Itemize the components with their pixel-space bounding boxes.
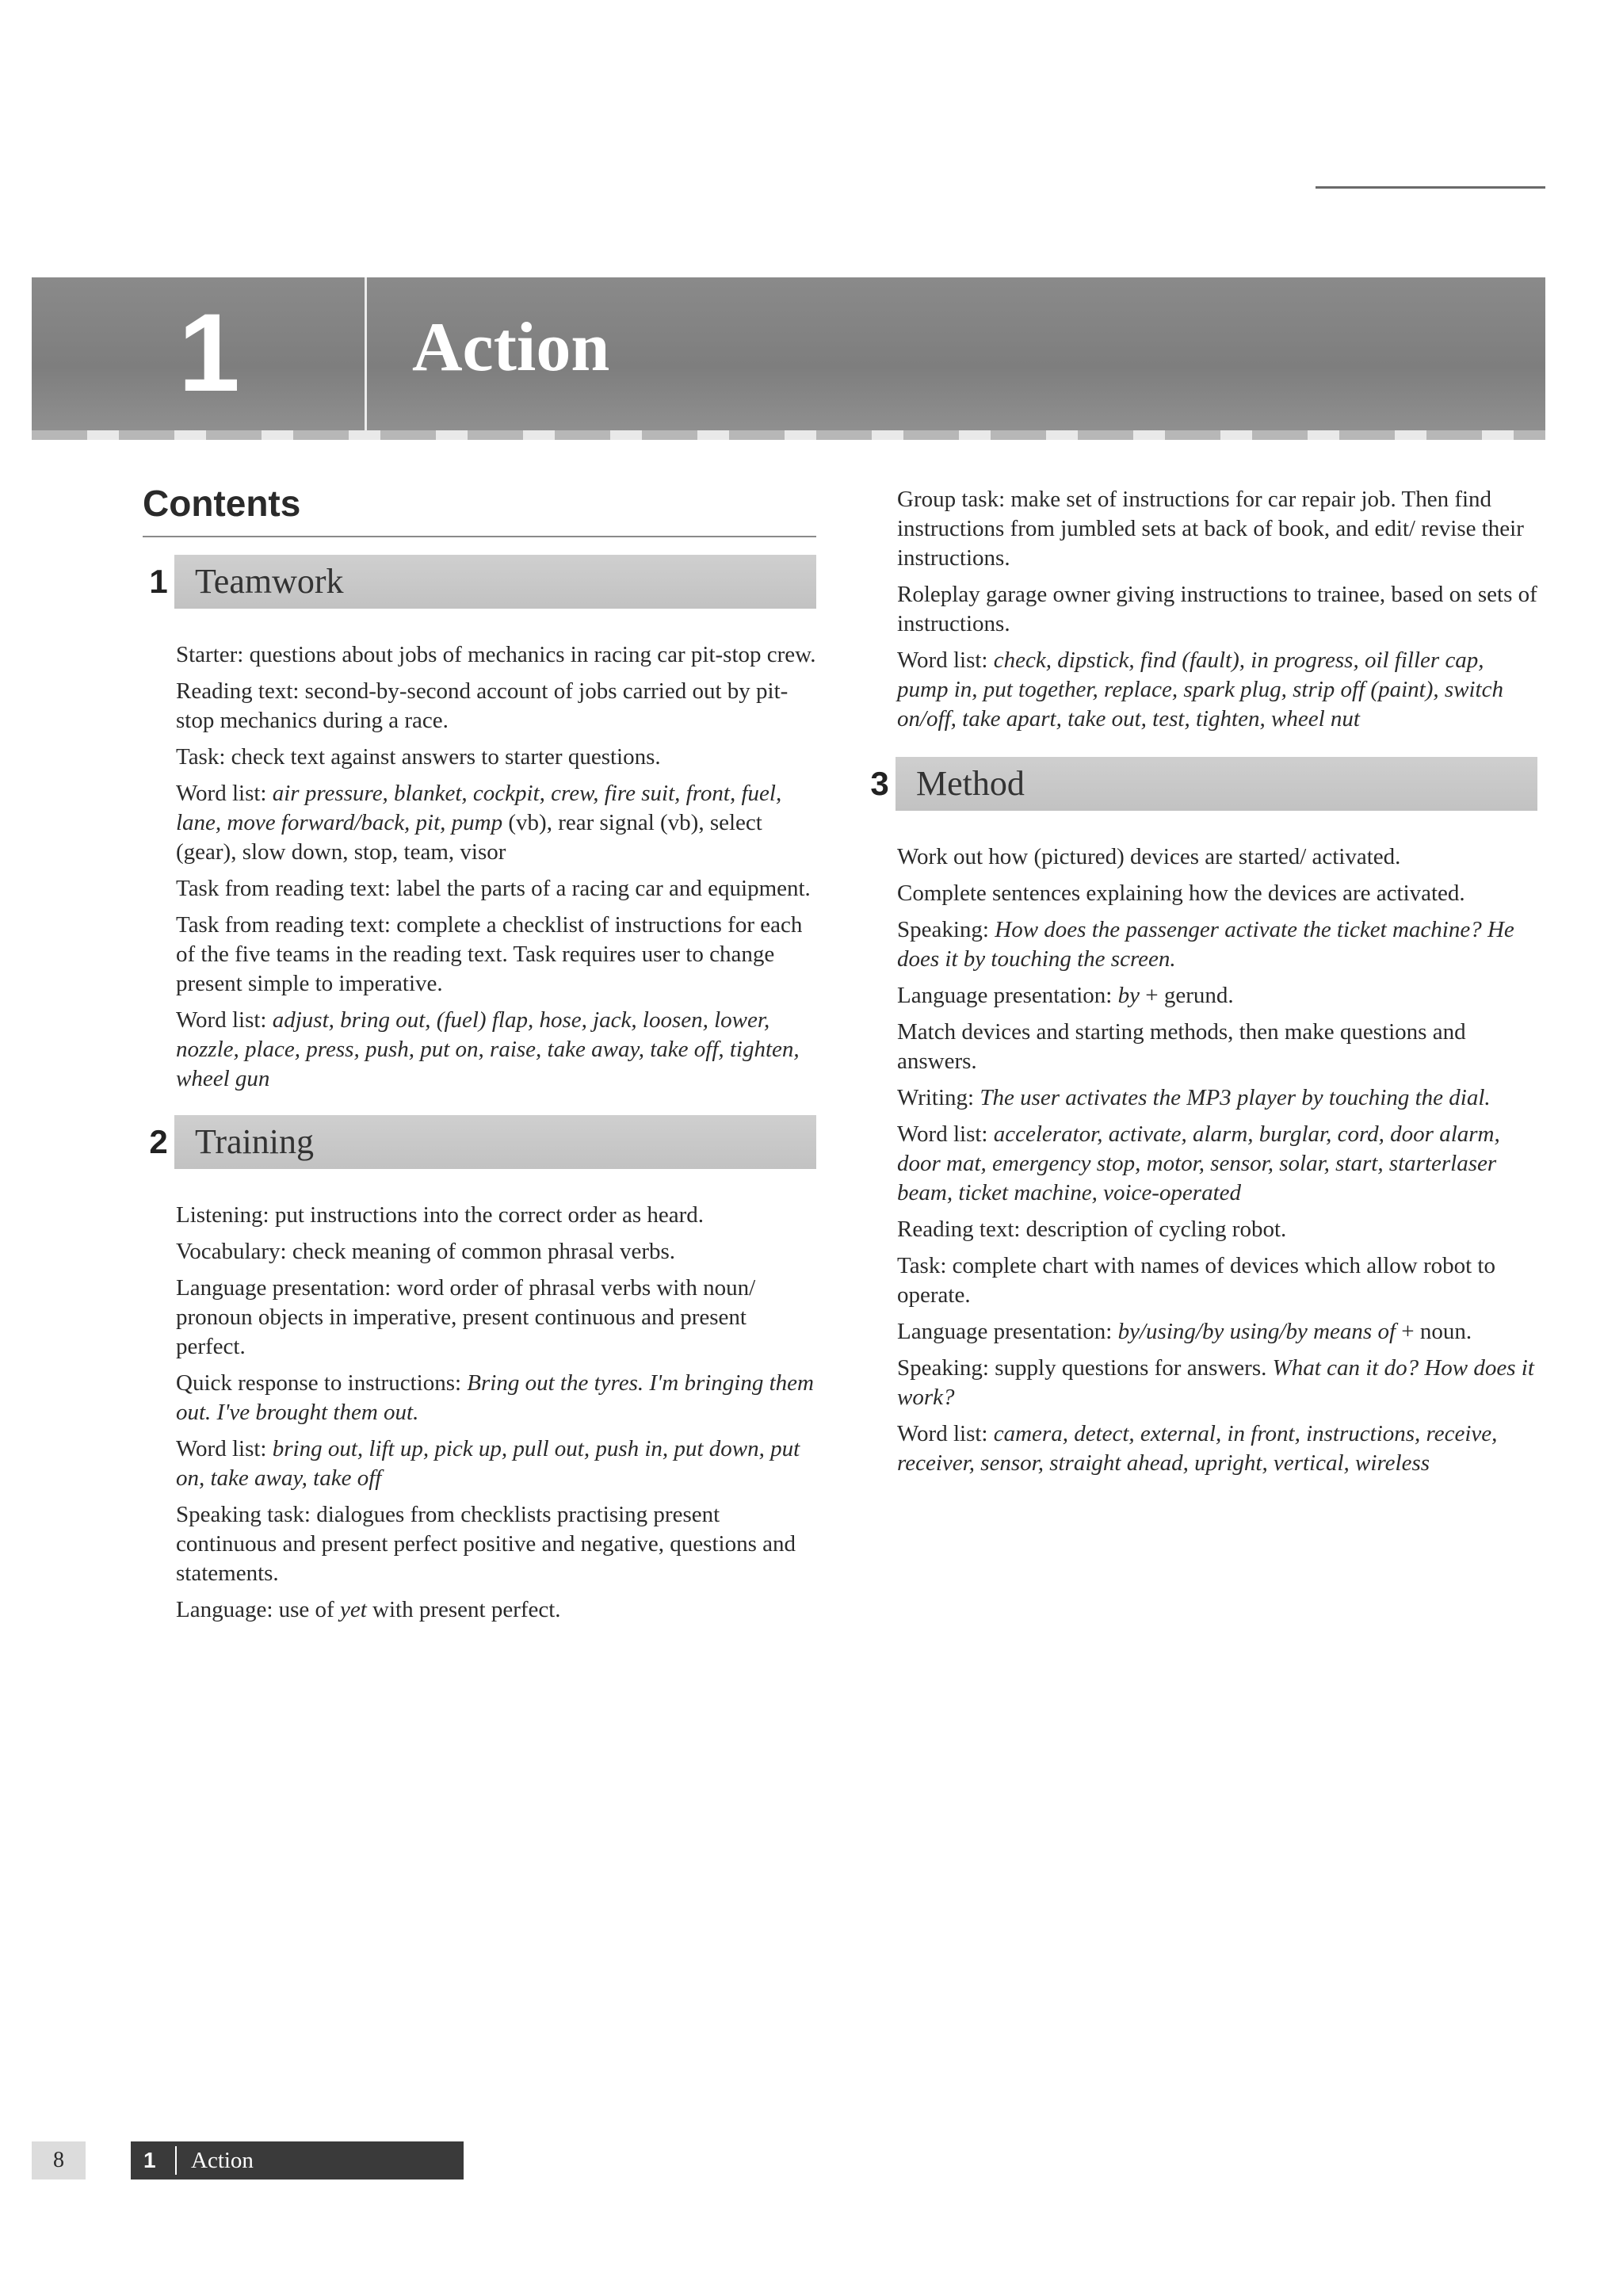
item-text: Writing: xyxy=(897,1085,980,1110)
contents-heading: Contents xyxy=(143,483,301,524)
top-rule xyxy=(1316,186,1545,189)
item-text: Task from reading text: label the parts of a racing car and equipment. xyxy=(176,876,811,901)
footer-divider xyxy=(175,2146,177,2175)
item-italic-text: air pressure, blanket, cockpit, crew, fire suit, front, fuel, lane, move forward/back, pit, pump xyxy=(176,781,782,835)
content-item xyxy=(176,1595,816,1625)
content-item xyxy=(176,911,816,999)
item-italic-text: by/using/by using/by means of xyxy=(1117,1319,1396,1344)
unit-number: 1 xyxy=(143,555,174,609)
content-item xyxy=(897,915,1537,974)
item-text: Task from reading text: complete a checklist of instructions for each of the five teams in the reading text. Task requires user to change present simple to imperative. xyxy=(176,912,803,996)
item-tail-text: + noun. xyxy=(1396,1319,1472,1344)
item-text: Language presentation: xyxy=(897,983,1118,1008)
item-text: Language: use of xyxy=(176,1597,340,1622)
item-tail-text: (vb), rear signal (vb), select (gear), slow down, stop, team, visor xyxy=(176,810,762,865)
item-text: Speaking: supply questions for answers. xyxy=(897,1355,1273,1381)
unit-header-teamwork xyxy=(143,555,816,609)
item-text: Speaking task: dialogues from checklists practising present continuous and present perfect positive and negative, questions and statements. xyxy=(176,1502,796,1586)
banner-divider xyxy=(365,277,367,440)
unit-number: 3 xyxy=(864,757,896,811)
contents-rule xyxy=(143,536,816,537)
item-text: Match devices and starting methods, then make questions and answers. xyxy=(897,1019,1466,1074)
content-item xyxy=(897,1083,1537,1113)
unit-items-method xyxy=(864,811,1537,1478)
item-italic-text: adjust, bring out, (fuel) flap, hose, jack, loosen, lower, nozzle, place, press, push, put on, raise, take away, take off, tighten, wheel gun xyxy=(176,1007,800,1091)
item-text: Speaking: xyxy=(897,917,995,942)
item-text: Language presentation: xyxy=(897,1319,1118,1344)
item-italic-text: What can it do? How does it work? xyxy=(897,1355,1534,1410)
item-italic-text: by xyxy=(1117,983,1140,1008)
content-item xyxy=(176,779,816,867)
item-text: Language presentation: word order of phrasal verbs with noun/ pronoun objects in imperative, present continuous and present perfect. xyxy=(176,1275,756,1359)
unit-header-method xyxy=(864,757,1537,811)
item-text: Word list: xyxy=(176,1436,273,1461)
content-item xyxy=(897,580,1537,639)
banner-stripe xyxy=(32,430,1545,440)
item-text: Word list: xyxy=(176,781,273,806)
content-item xyxy=(897,1317,1537,1347)
item-italic-text: Bring out the tyres. I'm bringing them out. I've brought them out. xyxy=(176,1370,814,1425)
content-item xyxy=(897,1251,1537,1310)
content-item xyxy=(897,1018,1537,1076)
content-item xyxy=(176,1500,816,1588)
item-italic-text: bring out, lift up, pick up, pull out, push in, put down, put on, take away, take off xyxy=(176,1436,800,1491)
item-text: Roleplay garage owner giving instructions to trainee, based on sets of instructions. xyxy=(897,582,1537,636)
item-text: Work out how (pictured) devices are started/ activated. xyxy=(897,844,1401,869)
unit-title: Method xyxy=(916,764,1025,803)
item-italic-text: How does the passenger activate the ticket machine? He does it by touching the screen. xyxy=(897,917,1514,972)
unit-items-teamwork-continued xyxy=(864,485,1537,734)
right-column xyxy=(864,485,1537,1485)
unit-title: Teamwork xyxy=(195,562,344,601)
content-item xyxy=(897,981,1537,1010)
content-item xyxy=(897,646,1537,734)
item-text: Task: check text against answers to starter questions. xyxy=(176,744,661,770)
item-text: Word list: xyxy=(176,1007,273,1033)
chapter-title: Action xyxy=(412,309,610,386)
content-item xyxy=(176,1274,816,1362)
unit-header-training xyxy=(143,1115,816,1169)
chapter-banner xyxy=(32,277,1545,440)
content-item xyxy=(897,1419,1537,1478)
content-item xyxy=(176,1369,816,1427)
item-text: Reading text: second-by-second account of jobs carried out by pit-stop mechanics during a race. xyxy=(176,678,789,733)
item-text: Complete sentences explaining how the devices are activated. xyxy=(897,881,1465,906)
unit-title: Training xyxy=(195,1122,314,1161)
page-number: 8 xyxy=(32,2141,86,2179)
content-item xyxy=(897,1120,1537,1208)
content-item xyxy=(897,1354,1537,1412)
item-text: Word list: xyxy=(897,1121,994,1147)
item-italic-text: check, dipstick, find (fault), in progress, oil filler cap, pump in, put together, replace, spark plug, strip off (paint), switch on/off, take apart, take out, test, tighten, wheel nut xyxy=(897,648,1503,732)
left-column xyxy=(143,476,816,1632)
content-item xyxy=(176,1237,816,1266)
content-item xyxy=(897,485,1537,573)
content-item xyxy=(897,879,1537,908)
item-text: Task: complete chart with names of devices which allow robot to operate. xyxy=(897,1253,1495,1308)
unit-number: 2 xyxy=(143,1115,174,1169)
item-italic-text: The user activates the MP3 player by touching the dial. xyxy=(980,1085,1491,1110)
footer-unit-title: Action xyxy=(191,2148,254,2173)
item-text: Group task: make set of instructions for car repair job. Then find instructions from jumbled sets at back of book, and edit/ revise their instructions. xyxy=(897,487,1524,571)
item-text: Word list: xyxy=(897,648,994,673)
item-italic-text: yet xyxy=(339,1597,367,1622)
item-tail-text: with present perfect. xyxy=(366,1597,561,1622)
content-item xyxy=(176,1006,816,1094)
item-text: Vocabulary: check meaning of common phrasal verbs. xyxy=(176,1239,676,1264)
chapter-number: 1 xyxy=(178,290,240,415)
item-text: Quick response to instructions: xyxy=(176,1370,468,1396)
item-text: Word list: xyxy=(897,1421,994,1446)
item-italic-text: accelerator, activate, alarm, burglar, cord, door alarm, door mat, emergency stop, motor, sensor, solar, start, starterlaser beam, ticket machine, voice-operated xyxy=(897,1121,1500,1205)
content-item xyxy=(176,640,816,670)
unit-items-teamwork xyxy=(143,609,816,1094)
item-italic-text: camera, detect, external, in front, instructions, receive, receiver, sensor, straight ahead, upright, vertical, wireless xyxy=(897,1421,1498,1476)
unit-items-training xyxy=(143,1169,816,1625)
content-item xyxy=(176,1435,816,1493)
item-text: Starter: questions about jobs of mechanics in racing car pit-stop crew. xyxy=(176,642,816,667)
content-item xyxy=(897,842,1537,872)
item-text: Listening: put instructions into the correct order as heard. xyxy=(176,1202,705,1228)
content-item xyxy=(176,677,816,735)
footer-unit-tag xyxy=(131,2141,464,2179)
content-item xyxy=(176,874,816,904)
item-tail-text: + gerund. xyxy=(1140,983,1234,1008)
content-item xyxy=(897,1215,1537,1244)
content-item xyxy=(176,743,816,772)
footer-unit-number: 1 xyxy=(143,2148,156,2172)
item-text: Reading text: description of cycling robot. xyxy=(897,1217,1287,1242)
content-item xyxy=(176,1201,816,1230)
